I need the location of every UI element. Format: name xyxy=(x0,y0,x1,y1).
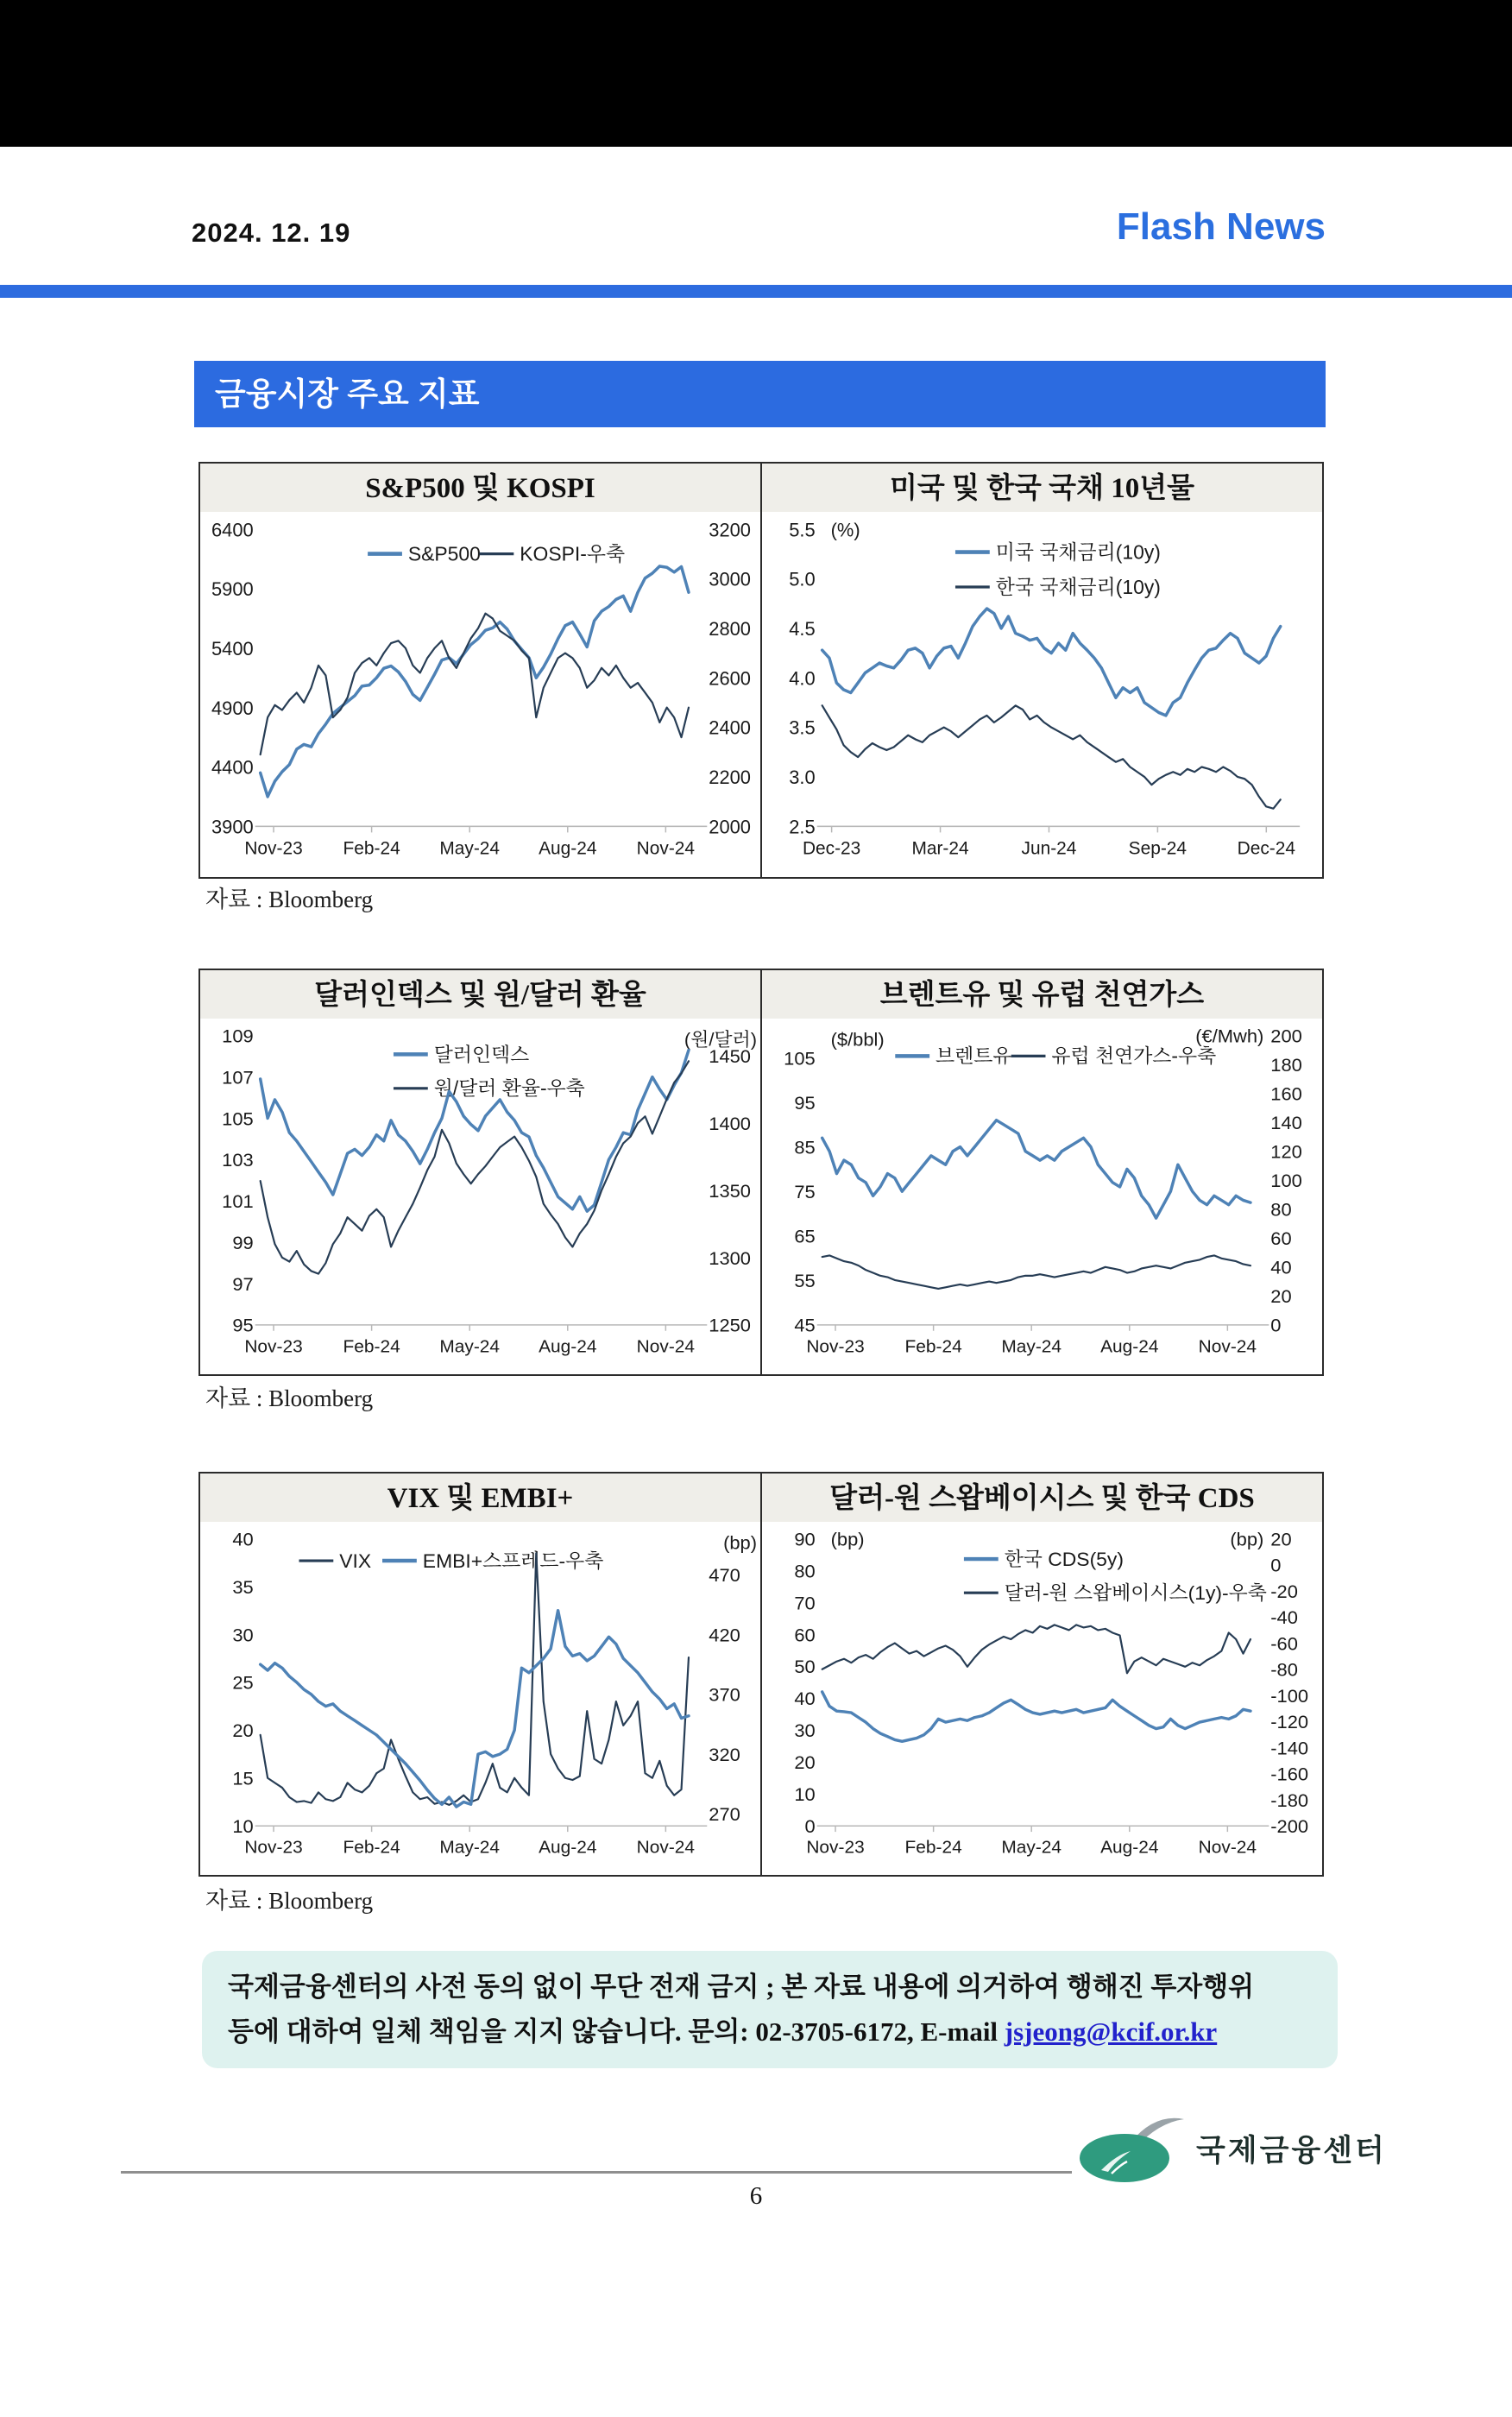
svg-text:90: 90 xyxy=(794,1528,816,1550)
chart-canvas-vix-embi xyxy=(200,1522,760,1875)
svg-text:($/bbl): ($/bbl) xyxy=(830,1028,885,1051)
svg-text:3200: 3200 xyxy=(709,519,751,541)
svg-text:-40: -40 xyxy=(1270,1606,1298,1629)
svg-text:120: 120 xyxy=(1270,1140,1302,1163)
svg-text:2200: 2200 xyxy=(709,766,751,789)
svg-text:Feb-24: Feb-24 xyxy=(343,838,400,859)
svg-text:Aug-24: Aug-24 xyxy=(539,1336,597,1357)
chart-title: 달러인덱스 및 원/달러 환율 xyxy=(200,970,760,1019)
svg-text:25: 25 xyxy=(232,1671,254,1694)
svg-text:(원/달러): (원/달러) xyxy=(684,1028,758,1051)
svg-text:Sep-24: Sep-24 xyxy=(1128,838,1188,859)
svg-text:15: 15 xyxy=(232,1767,254,1789)
svg-text:107: 107 xyxy=(222,1066,254,1089)
svg-text:한국 CDS(5y): 한국 CDS(5y) xyxy=(1004,1548,1124,1570)
svg-text:105: 105 xyxy=(784,1047,816,1070)
chart-panel-us-kr-10y xyxy=(762,464,1322,877)
svg-text:30: 30 xyxy=(794,1720,816,1742)
svg-text:5.0: 5.0 xyxy=(789,568,816,590)
svg-text:브렌트유: 브렌트유 xyxy=(936,1044,1012,1068)
svg-text:50: 50 xyxy=(794,1656,816,1678)
svg-text:유럽 천연가스-우축: 유럽 천연가스-우축 xyxy=(1051,1044,1217,1068)
svg-text:Nov-24: Nov-24 xyxy=(636,1336,696,1357)
svg-text:Nov-23: Nov-23 xyxy=(244,1837,303,1858)
disclaimer-box xyxy=(202,1951,1338,2068)
svg-text:KOSPI-우축: KOSPI-우축 xyxy=(520,542,626,565)
svg-text:-180: -180 xyxy=(1270,1789,1309,1811)
svg-text:55: 55 xyxy=(794,1270,816,1292)
svg-text:1300: 1300 xyxy=(709,1246,751,1269)
svg-text:40: 40 xyxy=(794,1688,816,1710)
svg-text:5400: 5400 xyxy=(211,637,254,660)
svg-text:3900: 3900 xyxy=(211,816,254,838)
brand-title: Flash News xyxy=(1116,205,1326,248)
svg-text:-60: -60 xyxy=(1270,1632,1298,1655)
report-date: 2024. 12. 19 xyxy=(192,218,351,248)
svg-text:97: 97 xyxy=(232,1272,254,1295)
chart-canvas-us-kr-10y xyxy=(762,512,1322,877)
svg-text:-200: -200 xyxy=(1270,1815,1309,1838)
chart-panel-vix-embi xyxy=(200,1474,762,1875)
svg-text:1350: 1350 xyxy=(709,1179,751,1202)
svg-text:3.5: 3.5 xyxy=(789,716,816,739)
svg-text:(€/Mwh): (€/Mwh) xyxy=(1195,1025,1264,1047)
svg-text:Dec-23: Dec-23 xyxy=(802,838,861,859)
svg-text:20: 20 xyxy=(1270,1528,1292,1550)
svg-text:60: 60 xyxy=(794,1624,816,1646)
svg-text:-160: -160 xyxy=(1270,1763,1309,1785)
svg-text:(bp): (bp) xyxy=(723,1531,758,1554)
disclaimer-line-2-text: 등에 대하여 일체 책임을 지지 않습니다. 문의: 02-3705-6172, E-mail xyxy=(228,2016,1005,2047)
svg-text:May-24: May-24 xyxy=(1001,1837,1062,1858)
chart-panel-swap-cds xyxy=(762,1474,1322,1875)
svg-text:Feb-24: Feb-24 xyxy=(343,1336,400,1357)
svg-text:한국 국채금리(10y): 한국 국채금리(10y) xyxy=(995,575,1161,599)
footer-logo xyxy=(1077,2113,1387,2184)
svg-text:45: 45 xyxy=(794,1314,816,1336)
svg-text:20: 20 xyxy=(1270,1285,1292,1308)
svg-text:470: 470 xyxy=(709,1564,740,1586)
svg-text:35: 35 xyxy=(232,1576,254,1598)
svg-text:95: 95 xyxy=(794,1092,816,1114)
svg-text:0: 0 xyxy=(1270,1314,1282,1336)
svg-text:1250: 1250 xyxy=(709,1314,751,1336)
svg-text:0: 0 xyxy=(804,1815,816,1838)
chart-title: S&P500 및 KOSPI xyxy=(200,464,760,512)
svg-text:370: 370 xyxy=(709,1683,740,1706)
svg-text:-140: -140 xyxy=(1270,1737,1309,1759)
svg-text:2400: 2400 xyxy=(709,716,751,739)
chart-canvas-dxy-krw xyxy=(200,1019,760,1374)
disclaimer-line-1: 국제금융센터의 사전 동의 없이 무단 전재 금지 ; 본 자료 내용에 의거하여 행해진 투자행위 xyxy=(228,1972,1255,2002)
contact-email-link[interactable]: jsjeong@kcif.or.kr xyxy=(1004,2016,1218,2047)
chart-title: 미국 및 한국 국채 10년물 xyxy=(762,464,1322,512)
svg-text:미국 국채금리(10y): 미국 국채금리(10y) xyxy=(995,540,1161,564)
svg-text:(%): (%) xyxy=(830,519,860,541)
svg-text:103: 103 xyxy=(222,1149,254,1171)
svg-text:140: 140 xyxy=(1270,1112,1302,1134)
letterbox-top xyxy=(0,0,1512,147)
svg-text:20: 20 xyxy=(794,1751,816,1774)
footer-logo-text: 국제금융센터 xyxy=(1196,2134,1387,2168)
svg-text:Feb-24: Feb-24 xyxy=(904,1336,962,1357)
svg-text:Mar-24: Mar-24 xyxy=(911,838,969,859)
header-rule xyxy=(0,285,1512,298)
svg-text:-20: -20 xyxy=(1270,1581,1298,1602)
svg-text:2.5: 2.5 xyxy=(789,816,816,838)
svg-text:60: 60 xyxy=(1270,1227,1292,1250)
svg-text:30: 30 xyxy=(232,1624,254,1646)
svg-text:2600: 2600 xyxy=(709,667,751,690)
svg-text:4400: 4400 xyxy=(211,756,254,779)
svg-text:S&P500: S&P500 xyxy=(407,542,481,565)
svg-text:4.0: 4.0 xyxy=(789,667,816,690)
svg-text:(bp): (bp) xyxy=(1230,1528,1264,1550)
svg-text:75: 75 xyxy=(794,1181,816,1203)
source-note-1: 자료 : Bloomberg xyxy=(205,887,374,912)
svg-text:100: 100 xyxy=(1270,1170,1302,1192)
svg-text:101: 101 xyxy=(222,1190,254,1213)
svg-text:65: 65 xyxy=(794,1225,816,1247)
chart-title: VIX 및 EMBI+ xyxy=(200,1474,760,1522)
svg-text:Aug-24: Aug-24 xyxy=(1100,1837,1159,1858)
chart-title: 달러-원 스왑베이시스 및 한국 CDS xyxy=(762,1474,1322,1522)
svg-text:1450: 1450 xyxy=(709,1045,751,1067)
svg-text:-120: -120 xyxy=(1270,1711,1309,1733)
svg-text:99: 99 xyxy=(232,1232,254,1253)
chart-canvas-sp500-kospi xyxy=(200,512,760,877)
disclaimer-line-2 xyxy=(228,2010,1338,2054)
svg-text:5900: 5900 xyxy=(211,577,254,601)
svg-text:Nov-23: Nov-23 xyxy=(806,1336,865,1357)
chart-title: 브렌트유 및 유럽 천연가스 xyxy=(762,970,1322,1019)
chart-row-2 xyxy=(198,969,1324,1376)
svg-text:80: 80 xyxy=(794,1560,816,1582)
chart-panel-dxy-krw xyxy=(200,970,762,1374)
svg-text:270: 270 xyxy=(709,1803,740,1826)
svg-text:원/달러 환율-우축: 원/달러 환율-우축 xyxy=(433,1076,585,1100)
svg-text:May-24: May-24 xyxy=(1001,1336,1062,1357)
svg-text:180: 180 xyxy=(1270,1054,1302,1076)
svg-text:80: 80 xyxy=(1270,1198,1292,1221)
svg-text:Dec-24: Dec-24 xyxy=(1237,838,1295,859)
svg-text:10: 10 xyxy=(794,1783,816,1806)
svg-text:40: 40 xyxy=(1270,1256,1292,1278)
svg-text:200: 200 xyxy=(1270,1025,1302,1047)
svg-text:Feb-24: Feb-24 xyxy=(904,1837,962,1858)
svg-text:May-24: May-24 xyxy=(439,838,501,859)
svg-text:-100: -100 xyxy=(1270,1685,1309,1707)
svg-text:-80: -80 xyxy=(1270,1658,1298,1681)
svg-text:10: 10 xyxy=(232,1815,254,1838)
svg-text:4.5: 4.5 xyxy=(789,617,816,641)
svg-text:105: 105 xyxy=(222,1108,254,1130)
source-note-2: 자료 : Bloomberg xyxy=(205,1385,374,1411)
document-page xyxy=(0,147,1512,2417)
chart-panel-sp500-kospi xyxy=(200,464,762,877)
svg-text:Nov-24: Nov-24 xyxy=(1198,1336,1257,1357)
svg-text:3.0: 3.0 xyxy=(789,766,816,789)
svg-text:0: 0 xyxy=(1270,1554,1282,1576)
page-number: 6 xyxy=(749,2182,763,2210)
chart-canvas-swap-cds xyxy=(762,1522,1322,1875)
svg-text:Nov-23: Nov-23 xyxy=(244,838,303,859)
svg-text:EMBI+스프레드-우축: EMBI+스프레드-우축 xyxy=(422,1549,604,1572)
svg-text:Aug-24: Aug-24 xyxy=(1100,1336,1159,1357)
svg-text:VIX: VIX xyxy=(339,1549,372,1572)
svg-text:5.5: 5.5 xyxy=(789,519,816,541)
kcif-logo-icon xyxy=(1077,2113,1188,2184)
svg-text:3000: 3000 xyxy=(709,568,751,590)
svg-text:달러-원 스왑베이시스(1y)-우축: 달러-원 스왑베이시스(1y)-우축 xyxy=(1004,1581,1267,1604)
svg-text:85: 85 xyxy=(794,1136,816,1158)
svg-text:160: 160 xyxy=(1270,1082,1302,1105)
svg-text:4900: 4900 xyxy=(211,697,254,719)
svg-text:20: 20 xyxy=(232,1720,254,1742)
svg-text:1400: 1400 xyxy=(709,1113,751,1134)
chart-row-3 xyxy=(198,1472,1324,1877)
svg-text:(bp): (bp) xyxy=(830,1528,865,1550)
svg-text:320: 320 xyxy=(709,1744,740,1765)
svg-text:Nov-23: Nov-23 xyxy=(244,1336,303,1357)
section-title: 금융시장 주요 지표 xyxy=(215,376,480,412)
svg-text:70: 70 xyxy=(794,1592,816,1614)
svg-text:May-24: May-24 xyxy=(439,1837,501,1858)
chart-panel-brent-gas xyxy=(762,970,1322,1374)
svg-text:420: 420 xyxy=(709,1624,740,1646)
svg-text:109: 109 xyxy=(222,1025,254,1047)
chart-canvas-brent-gas xyxy=(762,1019,1322,1374)
svg-text:May-24: May-24 xyxy=(439,1336,501,1357)
svg-text:Nov-24: Nov-24 xyxy=(636,838,696,859)
svg-text:Nov-24: Nov-24 xyxy=(636,1837,696,1858)
svg-text:Nov-23: Nov-23 xyxy=(806,1837,865,1858)
svg-text:2000: 2000 xyxy=(709,816,751,838)
svg-text:40: 40 xyxy=(232,1528,254,1550)
svg-text:95: 95 xyxy=(232,1314,254,1336)
svg-text:Jun-24: Jun-24 xyxy=(1021,838,1077,859)
svg-text:Aug-24: Aug-24 xyxy=(539,838,597,859)
svg-text:Feb-24: Feb-24 xyxy=(343,1837,400,1858)
svg-text:2800: 2800 xyxy=(709,617,751,641)
svg-text:Nov-24: Nov-24 xyxy=(1198,1837,1257,1858)
svg-text:6400: 6400 xyxy=(211,519,254,541)
section-header xyxy=(194,361,1326,427)
svg-text:달러인덱스: 달러인덱스 xyxy=(433,1043,530,1066)
chart-row-1 xyxy=(198,462,1324,879)
svg-text:Aug-24: Aug-24 xyxy=(539,1837,597,1858)
footer-rule xyxy=(121,2171,1072,2174)
source-note-3: 자료 : Bloomberg xyxy=(205,1888,374,1914)
